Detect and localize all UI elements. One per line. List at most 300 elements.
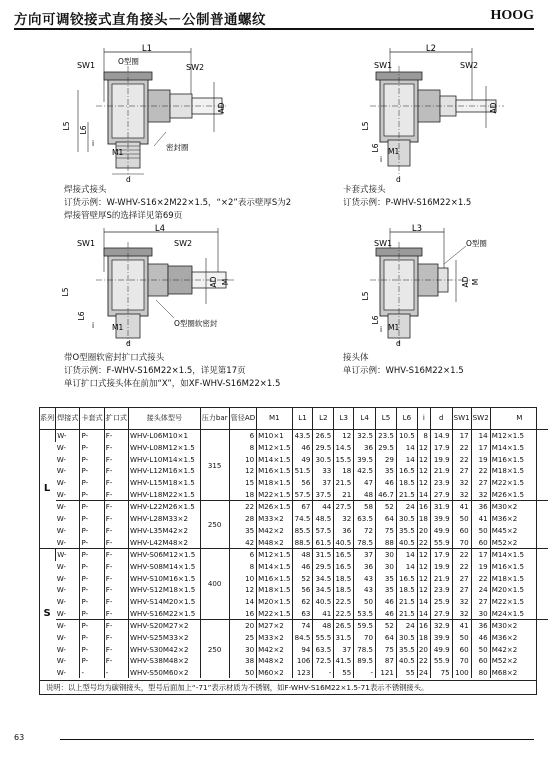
- cell-l1: 106: [292, 655, 313, 667]
- cell-sw1: 22: [452, 561, 471, 573]
- cell-l5: 30: [376, 561, 397, 573]
- pressure-cell: 250: [200, 620, 229, 679]
- cell-l6: 21.5: [396, 488, 417, 500]
- cell-ferrule: P-: [80, 643, 104, 655]
- cell-sw2: 14: [471, 430, 490, 442]
- cell-l1: 74: [292, 620, 313, 632]
- cell-l4: 43: [354, 584, 376, 596]
- cell-tube-od: 16: [229, 607, 257, 619]
- cell-m: M30×2: [490, 620, 548, 632]
- cell-weld: W-: [56, 608, 66, 618]
- cell-m1: M20×1.5: [258, 596, 291, 606]
- cell-l2: 41: [313, 607, 334, 619]
- cell-weld: W-: [56, 478, 66, 488]
- col-header-m: M: [490, 407, 548, 430]
- cell-flare: F-: [104, 501, 128, 513]
- cell-sw1: 41: [452, 620, 471, 632]
- cell-flare: F-: [104, 477, 128, 489]
- cell-l6: 55: [396, 667, 417, 679]
- cell-l3: 41.5: [334, 655, 354, 667]
- cell-m1: M10×1: [257, 430, 292, 442]
- cell-weld: W-: [56, 656, 66, 666]
- cell-l1: 52: [292, 572, 313, 584]
- cell-tube-od: 50: [229, 667, 257, 679]
- cell-body-model: WHV-S14M20×1.5: [129, 596, 201, 608]
- cell-sw1: 22: [452, 453, 471, 465]
- flare-caption-line: 单订扩口式接头体在前加“X”，如XF-WHV-S16M22×1.5: [64, 379, 281, 389]
- cell-body-model: WHV-S25M33×2: [129, 632, 201, 644]
- cell-l5: 46: [376, 596, 397, 608]
- cell-l6: 18.5: [396, 477, 417, 489]
- cell-l3: 37: [334, 643, 354, 655]
- cell-m: M16×1.5: [490, 561, 548, 573]
- cell-l6: 35.5: [396, 525, 417, 537]
- dim-l4: L4: [154, 224, 166, 234]
- cell-l3: 27.5: [334, 501, 354, 513]
- cell-l4: 36: [354, 442, 376, 454]
- cell-l4: 37: [354, 548, 376, 560]
- cell-m: M14×1.5: [490, 548, 548, 560]
- cell-l2: 44: [313, 501, 334, 513]
- seal-label: 密封圈: [166, 143, 189, 152]
- cell-sw1: 27: [452, 465, 471, 477]
- cell-l2: 61.5: [313, 536, 334, 548]
- cell-flare: F-: [104, 572, 128, 584]
- oring-label: O型圈: [466, 239, 487, 248]
- cell-weld: W-: [56, 573, 66, 583]
- cell-l4: 59.5: [354, 620, 376, 632]
- col-header-ferrule: 卡套式: [80, 407, 104, 430]
- cell-flare: F-: [104, 655, 128, 667]
- cell-d: 55.9: [430, 536, 452, 548]
- cell-sw1: 100: [452, 667, 471, 679]
- cell-l2: 29.5: [313, 442, 334, 454]
- cell-l4: 39.5: [354, 453, 376, 465]
- cell-tube-od: 38: [229, 655, 257, 667]
- cell-body-model: WHV-L42M48×2: [129, 536, 201, 548]
- cell-sw2: 50: [471, 525, 490, 537]
- cell-l6: 40.5: [396, 536, 417, 548]
- cell-m1: M33×2: [257, 513, 292, 525]
- cell-body-model: WHV-S06M12×1.5: [129, 548, 201, 560]
- cell-l2: 31.5: [313, 548, 334, 560]
- cell-l3: 12: [334, 430, 354, 442]
- cell-l2: 30.5: [313, 453, 334, 465]
- fitting-body-drawing: [360, 222, 510, 348]
- cell-m: M68×2: [490, 667, 548, 679]
- cell-flare: F-: [104, 643, 128, 655]
- cell-d: 21.9: [430, 572, 452, 584]
- table-row: [39, 667, 548, 679]
- cell-body-model: WHV-L18M22×1.5: [129, 488, 201, 500]
- cell-l3: 18.5: [334, 584, 354, 596]
- cell-tube-od: 8: [229, 442, 257, 454]
- dim-d: d: [396, 175, 401, 184]
- table-row: [39, 632, 548, 644]
- cell-d: 21.9: [430, 465, 452, 477]
- cell-l6: 21.5: [396, 607, 417, 619]
- cell-l6: 40.5: [396, 655, 417, 667]
- cell-tube-od: 35: [229, 525, 257, 537]
- cell-l4: 42.5: [354, 465, 376, 477]
- cell-sw1: 70: [452, 536, 471, 548]
- col-header-l4: L4: [354, 407, 376, 430]
- cell-l4: -: [354, 667, 376, 679]
- cell-ferrule: P-: [80, 501, 104, 513]
- cell-sw2: 22: [471, 572, 490, 584]
- cell-l3: 18: [334, 465, 354, 477]
- cell-i: 18: [417, 513, 430, 525]
- page-header: [14, 6, 534, 30]
- cell-l4: 78.5: [354, 536, 376, 548]
- cell-d: 19.9: [430, 561, 452, 573]
- weld-caption-line: 焊接管壁厚S的选择详见第69页: [64, 211, 183, 221]
- cell-body-model: WHV-S50M60×2: [129, 667, 201, 679]
- dim-i: i: [380, 325, 383, 334]
- cell-m: M26×1.5: [490, 488, 548, 500]
- cell-l3: 21.5: [334, 477, 354, 489]
- table-row: [39, 620, 548, 632]
- cell-l1: 67: [292, 501, 313, 513]
- ferrule-fitting-drawing: [360, 42, 510, 184]
- cell-sw2: 36: [471, 501, 490, 513]
- cell-l1: 94: [292, 643, 313, 655]
- cell-ferrule: P-: [80, 655, 104, 667]
- table-row: [39, 501, 548, 513]
- dim-m1: M1: [388, 147, 400, 156]
- cell-l6: 24: [396, 620, 417, 632]
- cell-m1: M42×2: [257, 525, 292, 537]
- cell-l5: 88: [376, 536, 397, 548]
- cell-flare: F-: [104, 488, 128, 500]
- cell-m: M52×2: [490, 536, 548, 548]
- cell-weld: W-: [56, 585, 66, 595]
- cell-sw2: 30: [471, 607, 490, 619]
- cell-m: M16×1.5: [490, 453, 548, 465]
- cell-l5: 46: [376, 477, 397, 489]
- cell-m: M36×2: [490, 513, 548, 525]
- cell-tube-od: 6: [229, 430, 257, 442]
- cell-weld: W-: [56, 501, 80, 513]
- cell-m1: M18×1.5: [258, 478, 291, 488]
- cell-l2: 72.5: [313, 655, 334, 667]
- dim-m: M: [471, 278, 480, 286]
- dim-l6: L6: [371, 315, 380, 325]
- cell-i: 14: [417, 488, 430, 500]
- cell-sw1: 50: [452, 632, 471, 644]
- cell-ferrule: P-: [80, 548, 104, 560]
- cell-l5: 29.5: [376, 442, 397, 454]
- cell-i: 8: [417, 430, 430, 442]
- table-row: [39, 536, 548, 548]
- cell-d: 55.9: [430, 655, 452, 667]
- cell-sw2: 24: [471, 584, 490, 596]
- cell-i: 20: [417, 643, 430, 655]
- cell-tube-od: 10: [229, 572, 257, 584]
- cell-sw2: 17: [471, 442, 490, 454]
- dim-l5: L5: [61, 287, 70, 297]
- cell-weld: W-: [56, 466, 66, 476]
- cell-l4: 47: [354, 477, 376, 489]
- cell-ferrule: P-: [80, 584, 104, 596]
- cell-weld: W-: [56, 443, 66, 453]
- cell-d: 49.9: [430, 525, 452, 537]
- cell-flare: F-: [104, 548, 128, 560]
- cell-body-model: WHV-S12M18×1.5: [129, 584, 201, 596]
- cell-body-model: WHV-L12M16×1.5: [129, 465, 201, 477]
- col-header-m1: M1: [257, 407, 292, 430]
- cell-ferrule: P-: [80, 453, 104, 465]
- cell-m: M20×1.5: [490, 584, 548, 596]
- cell-sw1: 32: [452, 477, 471, 489]
- cell-sw2: 60: [471, 536, 490, 548]
- cell-d: 49.9: [430, 643, 452, 655]
- cell-l1: 62: [292, 596, 313, 608]
- cell-sw2: 60: [471, 655, 490, 667]
- cell-l2: 48.5: [313, 513, 334, 525]
- cell-flare: F-: [104, 453, 128, 465]
- cell-l3: 14.5: [334, 442, 354, 454]
- cell-l5: 75: [376, 643, 397, 655]
- cell-l6: 14: [396, 453, 417, 465]
- cell-weld: W-: [56, 454, 66, 464]
- cell-d: 31.9: [430, 501, 452, 513]
- cell-l1: 88.5: [292, 536, 313, 548]
- cell-weld: W-: [56, 644, 66, 654]
- dim-i: i: [92, 139, 95, 148]
- cell-ferrule: P-: [80, 488, 104, 500]
- dim-l1: L1: [141, 44, 153, 54]
- cell-sw1: 27: [452, 584, 471, 596]
- cell-l4: 36: [354, 561, 376, 573]
- dim-l5: L5: [361, 121, 370, 131]
- cell-body-model: WHV-S16M22×1.5: [129, 607, 201, 619]
- cell-l6: 30.5: [396, 632, 417, 644]
- cell-m1: M22×1.5: [258, 489, 291, 499]
- cell-flare: F-: [104, 620, 128, 632]
- cell-d: 39.9: [430, 513, 452, 525]
- cell-body-model: WHV-S10M16×1.5: [129, 572, 201, 584]
- cell-l3: 40.5: [334, 536, 354, 548]
- cell-m: M22×1.5: [490, 596, 548, 608]
- table-row: [39, 572, 548, 584]
- cell-i: 14: [417, 596, 430, 608]
- cell-l2: 33: [313, 465, 334, 477]
- cell-l2: 55.5: [313, 632, 334, 644]
- cell-i: 12: [417, 477, 430, 489]
- cell-l1: 57.5: [292, 488, 313, 500]
- col-header-l1: L1: [292, 407, 313, 430]
- cell-l3: 22.5: [334, 596, 354, 608]
- cell-l5: 52: [376, 620, 397, 632]
- cell-m1: M48×2: [257, 655, 292, 667]
- flare-caption-title: 带O型圈软密封扩口式接头: [64, 353, 165, 363]
- cell-l1: 48: [292, 548, 313, 560]
- cell-l5: 35: [376, 584, 397, 596]
- dim-l3: L3: [411, 224, 423, 234]
- cell-weld: W-: [56, 537, 66, 547]
- cell-l6: 35.5: [396, 643, 417, 655]
- cell-m1: M48×2: [257, 536, 292, 548]
- dim-l6: L6: [77, 311, 86, 321]
- cell-sw1: 17: [452, 430, 471, 442]
- cell-l4: 72: [354, 525, 376, 537]
- cell-l2: 37: [313, 477, 334, 489]
- col-header-body-model: 接头体型号: [129, 407, 201, 430]
- dim-i: i: [380, 155, 383, 164]
- spec-table: [39, 407, 548, 678]
- cell-l6: 30.5: [396, 513, 417, 525]
- cell-m: M30×2: [490, 501, 548, 513]
- cell-tube-od: 18: [229, 488, 257, 500]
- cell-l2: 34.5: [313, 584, 334, 596]
- cell-l1: 63: [292, 607, 313, 619]
- cell-l5: 23.5: [376, 430, 397, 442]
- dim-l6: L6: [371, 143, 380, 153]
- weld-caption-line: 订货示例：W-WHV-S16×2M22×1.5，“×2”表示壁厚S为2: [64, 198, 292, 208]
- ferrule-caption: [343, 184, 471, 210]
- dim-d: d: [126, 339, 131, 348]
- cell-i: 16: [417, 501, 430, 513]
- seal-label: O型圈软密封: [174, 319, 218, 328]
- pressure-cell: 400: [200, 548, 229, 619]
- cell-sw1: 70: [452, 655, 471, 667]
- cell-flare: F-: [104, 536, 128, 548]
- cell-body-model: WHV-S08M14×1.5: [129, 561, 201, 573]
- flare-fitting-drawing: [56, 222, 256, 348]
- cell-tube-od: 12: [229, 584, 257, 596]
- spec-table-header: [39, 407, 548, 430]
- cell-l5: 35: [376, 465, 397, 477]
- cell-l4: 50: [354, 596, 376, 608]
- table-row: [39, 584, 548, 596]
- cell-sw2: 27: [471, 477, 490, 489]
- footer-rule: [60, 739, 534, 740]
- dim-ad: AD: [209, 276, 218, 288]
- table-row: [39, 513, 548, 525]
- cell-l4: 70: [354, 632, 376, 644]
- cell-d: 23.9: [430, 584, 452, 596]
- cell-tube-od: 42: [229, 536, 257, 548]
- brand-logo-text: HOOG: [490, 8, 534, 23]
- cell-weld: W-: [56, 514, 66, 524]
- body-caption-title: 接头体: [343, 353, 369, 363]
- cell-l3: 55: [334, 667, 354, 679]
- header-rule: [14, 28, 534, 30]
- cell-sw2: 27: [471, 596, 490, 608]
- table-row: [39, 465, 548, 477]
- cell-l6: 16.5: [396, 572, 417, 584]
- cell-m1: M12×1.5: [258, 443, 291, 453]
- cell-l4: 78.5: [354, 643, 376, 655]
- cell-ferrule: P-: [80, 525, 104, 537]
- cell-sw1: 27: [452, 572, 471, 584]
- cell-sw2: 19: [471, 453, 490, 465]
- col-header-pressure: 压力bar: [200, 407, 229, 430]
- cell-d: 14.9: [430, 430, 452, 442]
- cell-flare: F-: [104, 607, 128, 619]
- cell-sw1: 32: [452, 596, 471, 608]
- dim-sw1: SW1: [374, 239, 393, 248]
- table-row: [39, 596, 548, 608]
- cell-ferrule: P-: [80, 632, 104, 644]
- cell-l2: -: [313, 667, 334, 679]
- cell-flare: F-: [104, 561, 128, 573]
- cell-m: M14×1.5: [490, 442, 548, 454]
- dim-sw2: SW2: [460, 61, 479, 70]
- cell-d: 17.9: [430, 548, 452, 560]
- cell-tube-od: 25: [229, 632, 257, 644]
- cell-l6: 10.5: [396, 430, 417, 442]
- cell-d: 23.9: [430, 477, 452, 489]
- cell-d: 32.9: [430, 620, 452, 632]
- cell-l1: 49: [292, 453, 313, 465]
- cell-tube-od: 15: [229, 477, 257, 489]
- weld-caption-title: 焊接式接头: [64, 185, 107, 195]
- weld-fitting-drawing: [56, 42, 256, 184]
- flare-caption: [64, 352, 280, 391]
- cell-m: M52×2: [490, 655, 548, 667]
- cell-l2: 29.5: [313, 561, 334, 573]
- cell-sw1: 32: [452, 607, 471, 619]
- cell-l6: 14: [396, 561, 417, 573]
- col-header-tube-od: 管径AD: [229, 407, 257, 430]
- cell-sw2: 17: [471, 548, 490, 560]
- dim-m1: M1: [112, 148, 124, 157]
- table-note: 说明：以上型号均为碳钢接头，型号后面加上“-71”表示材质为不锈钢，如F-WHV-S16M22×1.5-71表示不锈钢接头。: [39, 681, 537, 695]
- cell-sw2: 50: [471, 643, 490, 655]
- cell-m1: M14×1.5: [258, 454, 291, 464]
- cell-i: 12: [417, 572, 430, 584]
- cell-body-model: WHV-S20M27×2: [129, 620, 201, 632]
- col-header-series: 系列: [39, 407, 56, 430]
- cell-d: 39.9: [430, 632, 452, 644]
- cell-l5: 46: [376, 607, 397, 619]
- cell-i: 20: [417, 525, 430, 537]
- series-cell: S: [39, 548, 56, 678]
- cell-l3: 21: [334, 488, 354, 500]
- dim-sw2: SW2: [174, 239, 193, 248]
- cell-i: 12: [417, 442, 430, 454]
- cell-l3: 16.5: [334, 548, 354, 560]
- weld-caption: [64, 184, 291, 223]
- table-row: [39, 488, 548, 500]
- cell-tube-od: 22: [229, 501, 257, 513]
- table-row: [39, 607, 548, 619]
- cell-i: 14: [417, 607, 430, 619]
- body-caption-line: 单订示例：WHV-S16M22×1.5: [343, 366, 464, 376]
- cell-sw1: 41: [452, 501, 471, 513]
- dim-sw1: SW1: [76, 239, 96, 248]
- cell-tube-od: 10: [229, 453, 257, 465]
- cell-sw2: 36: [471, 620, 490, 632]
- cell-weld: W-: [56, 430, 80, 442]
- cell-sw2: 19: [471, 561, 490, 573]
- cell-l1: 85.5: [292, 525, 313, 537]
- table-row: [39, 561, 548, 573]
- table-row: [39, 430, 548, 442]
- cell-ferrule: P-: [80, 430, 104, 442]
- cell-m: M22×1.5: [490, 477, 548, 489]
- cell-ferrule: P-: [80, 596, 104, 608]
- cell-body-model: WHV-L15M18×1.5: [129, 477, 201, 489]
- cell-l2: 37.5: [313, 488, 334, 500]
- cell-l2: 26.5: [313, 430, 334, 442]
- table-row: [39, 477, 548, 489]
- cell-l1: 123: [292, 667, 313, 679]
- cell-l6: 24: [396, 501, 417, 513]
- cell-sw2: 41: [471, 513, 490, 525]
